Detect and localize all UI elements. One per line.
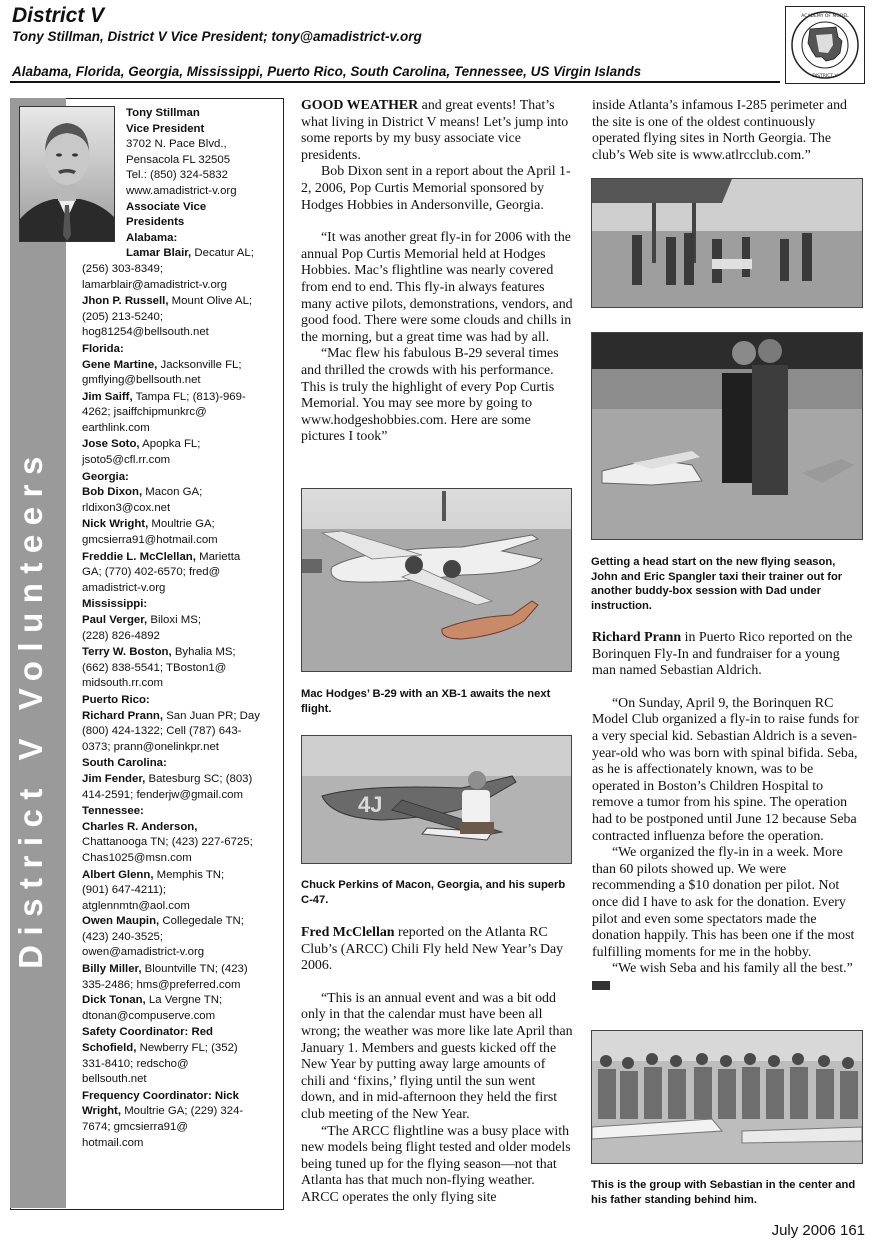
vp-name: Tony Stillman [126, 107, 200, 119]
contact-entry: Wright, Moultrie GA; (229) 324- [82, 1105, 244, 1118]
contact-entry: Dick Tonan, La Vergne TN; [82, 994, 223, 1007]
contact-entry: Jose Soto, Apopka FL; [82, 438, 201, 451]
article-column-3-continued [592, 630, 862, 994]
vp-title: Vice President [126, 122, 205, 135]
contact-entry: Schofield, Newberry FL; (352) [82, 1042, 238, 1055]
page-footer: July 2006 161 [771, 1222, 865, 1239]
state-heading: Alabama: [126, 231, 178, 244]
assoc-heading: Presidents [126, 216, 185, 229]
contact-entry: Billy Miller, Blountville TN; (423) [82, 963, 248, 976]
contact-line: jsoto5@cfl.rr.com [82, 454, 171, 467]
vp-address-line: Pensacola FL 32505 [126, 153, 231, 166]
paragraph: Richard Prann in Puerto Rico reported on the Borinquen Fly-In and fundraiser for a young man named Sebastian Aldrich. [592, 630, 853, 679]
vp-website: www.amadistrict-v.org [126, 184, 237, 197]
paragraph: “This is an annual event and was a bit odd only in that the calendar must have been all wrong; the weather was more like late April than January 1. Members and guests kicked off the New Year by putting away large amounts of chili and ‘fixins,’ flying until the sun went down, and in mid-afternoon they held the first club meeting of the New Year. [301, 990, 573, 1122]
contact-line: (800) 424-1322; Cell (787) 643- [82, 725, 242, 738]
contact-line: (901) 647-4211); [82, 884, 167, 897]
contact-line: gmflying@bellsouth.net [82, 374, 201, 387]
contact-line: (662) 838-5541; TBoston1@ [82, 661, 227, 674]
article-column-2 [301, 98, 573, 446]
page-header [12, 4, 792, 45]
article-column-3 [592, 98, 862, 164]
contact-entry: Nick Wright, Moultrie GA; [82, 518, 215, 531]
svg-text:ACADEMY OF MODEL: ACADEMY OF MODEL [801, 14, 849, 19]
vp-address-line: 3702 N. Pace Blvd., [126, 138, 227, 151]
contact-entry: Jim Saiff, Tampa FL; (813)-969- [82, 390, 246, 403]
caption-c47: Chuck Perkins of Macon, Georgia, and his superb C-47. [301, 879, 566, 906]
paragraph: “We organized the fly-in in a week. More than 60 pilots showed up. We were recommending a $10 donation per pilot. Not once did I have to ask for the donation. Every pilot and even some spectators made the donation happily. This has been one if the most fulfilling moments for me in the hobby. [592, 845, 855, 960]
contact-entry: Paul Verger, Biloxi MS; [82, 614, 202, 626]
contact-line: lamarblair@amadistrict-v.org [82, 278, 227, 291]
state-heading: Florida: [82, 342, 124, 355]
contact-line: (205) 213-5240; [82, 310, 164, 323]
c47-photo [301, 735, 572, 864]
contact-line: Chas1025@msn.com [82, 851, 192, 864]
district-logo [785, 6, 865, 84]
paragraph: “We wish Seba and his family all the best.” [592, 961, 862, 994]
contact-entry: Albert Glenn, Memphis TN; [82, 868, 225, 881]
contact-line: hog81254@bellsouth.net [82, 326, 209, 339]
contact-line: owen@amadistrict-v.org [82, 946, 205, 959]
paragraph: “On Sunday, April 9, the Borinquen RC Model Club organized a fly-in to raise funds for a very special kid. Sebastian Aldrich is a seven-year-old who was born with spinal bifida. Seba, as he is affectionately known, was to be operated in Boston’s Children Hospital to remove a tumor from his spine. The operation had to be postponed until June 12 because Seba contracted influenza before the operation. [592, 695, 859, 844]
contact-entry: Freddie L. McClellan, Marietta [82, 550, 241, 563]
paragraph: Bob Dixon sent in a report about the April 1-2, 2006, Pop Curtis Memorial sponsored by Hodges Hobbies in Andersonville, Georgia. [301, 164, 571, 213]
paragraph: Fred McClellan reported on the Atlanta RC Club’s (ARCC) Chili Fly held New Year’s Day 2006. [301, 925, 564, 974]
paragraph: inside Atlanta’s infamous I-285 perimeter and the site is one of the oldest continuously operated flying sites in North Georgia. The club’s Web site is www.atlrcclub.com.” [592, 98, 847, 163]
contact-line: atglennmtn@aol.com [82, 899, 190, 912]
frequency-coordinator: Frequency Coordinator: Nick [82, 1089, 239, 1102]
assoc-heading: Associate Vice [126, 200, 207, 213]
district-states: Alabama, Florida, Georgia, Mississippi, Puerto Rico, South Carolina, Tennessee, US Virgin Islands [12, 64, 642, 79]
caption-b29: Mac Hodges’ B-29 with an XB-1 awaits the next flight. [301, 688, 551, 715]
svg-text:4J: 4J [358, 792, 383, 817]
contact-entry: Jhon P. Russell, Mount Olive AL; [82, 295, 253, 308]
contact-line: 7674; gmcsierra91@ [82, 1121, 188, 1133]
caption-spangler: Getting a head start on the new flying season, John and Eric Spangler taxi their trainer out for another buddy-box session with Dad under instruction. [591, 556, 843, 612]
safety-coordinator: Safety Coordinator: Red [82, 1026, 214, 1039]
b29-photo [301, 488, 572, 672]
paragraph: “Mac flew his fabulous B-29 several times and thrilled the crowds with his performance. This is truly the highlight of every Pop Curtis Memorial. You may see more by going to www.hodgeshobbies.com. Here are some pictures I took” [301, 346, 559, 445]
paragraph: “The ARCC flightline was a busy place with new models being flight tested and older models being tuned up for the flying season—not that Atlanta has that much non-flying weather. ARCC operates the only flying site [301, 1123, 571, 1205]
state-heading: Georgia: [82, 470, 129, 483]
state-heading: Mississippi: [82, 598, 148, 611]
ama-logo-icon [592, 981, 610, 990]
paragraph: GOOD WEATHER and great events! That’s what living in District V means! Let’s jump into some reports by my busy associate vice presidents. [301, 98, 569, 163]
sidebar-band [10, 98, 66, 1208]
contact-entry: Owen Maupin, Collegedale TN; [82, 915, 244, 928]
state-heading: Tennessee: [82, 805, 144, 818]
header-rule [10, 81, 780, 83]
contact-line: 331-8410; redscho@ [82, 1057, 189, 1070]
article-column-2-continued [301, 925, 573, 1207]
state-heading: South Carolina: [82, 757, 167, 770]
contact-line: (423) 240-3525; [82, 930, 164, 943]
vp-phone: Tel.: (850) 324-5832 [126, 169, 228, 182]
contact-line: earthlink.com [82, 421, 150, 434]
contact-line: Chattanooga TN; (423) 227-6725; [82, 836, 253, 849]
contact-entry: Richard Prann, San Juan PR; Day [82, 709, 260, 722]
sidebar-band-text: District V Volunteers [12, 447, 49, 969]
contact-line: bellsouth.net [82, 1073, 147, 1086]
flightline-photo [591, 178, 863, 308]
district-title: District V [12, 4, 105, 27]
contact-line: (256) 303-8349; [82, 262, 164, 275]
contact-line: midsouth.rr.com [82, 677, 164, 690]
caption-group: This is the group with Sebastian in the center and his father standing behind him. [591, 1179, 856, 1206]
contact-line: (228) 826-4892 [82, 629, 160, 642]
contact-line: rldixon3@cox.net [82, 501, 171, 514]
contact-line: GA; (770) 402-6570; fred@ [82, 566, 221, 579]
contacts-list [82, 106, 276, 1151]
district-subtitle: Tony Stillman, District V Vice President; tony@amadistrict-v.org [12, 29, 422, 44]
contact-line: dtonan@compuserve.com [82, 1009, 216, 1022]
contact-line: hotmail.com [82, 1136, 144, 1149]
contact-entry: Lamar Blair, Decatur AL; [126, 247, 254, 260]
svg-text:DISTRICT V: DISTRICT V [812, 74, 838, 79]
contact-line: amadistrict-v.org [82, 581, 166, 594]
contact-line: 414-2591; fenderjw@gmail.com [82, 788, 243, 801]
contact-line: 335-2486; hms@preferred.com [82, 978, 241, 991]
group-photo [591, 1030, 863, 1164]
contact-entry: Gene Martine, Jacksonville FL; [82, 358, 242, 371]
contact-entry: Jim Fender, Batesburg SC; (803) [82, 772, 253, 785]
contact-entry: Bob Dixon, Macon GA; [82, 486, 203, 499]
state-heading: Puerto Rico: [82, 693, 150, 706]
contact-line: 0373; prann@onelinkpr.net [82, 740, 219, 753]
contact-entry: Terry W. Boston, Byhalia MS; [82, 646, 236, 659]
paragraph: “It was another great fly-in for 2006 with the annual Pop Curtis Memorial held at Hodges Hobbies. Mac’s flightline was nearly covered from end to end. This fly-in always features many active pilots, demonstrations, vendors, and good food. There were some clouds and chills in the morning, but a great time was had by all. [301, 230, 573, 345]
contact-entry: Charles R. Anderson, [82, 820, 198, 833]
contact-line: gmcsierra91@hotmail.com [82, 534, 218, 547]
contact-line: 4262; jsaiffchipmunkrc@ [82, 406, 207, 419]
spangler-taxi-photo [591, 332, 863, 540]
